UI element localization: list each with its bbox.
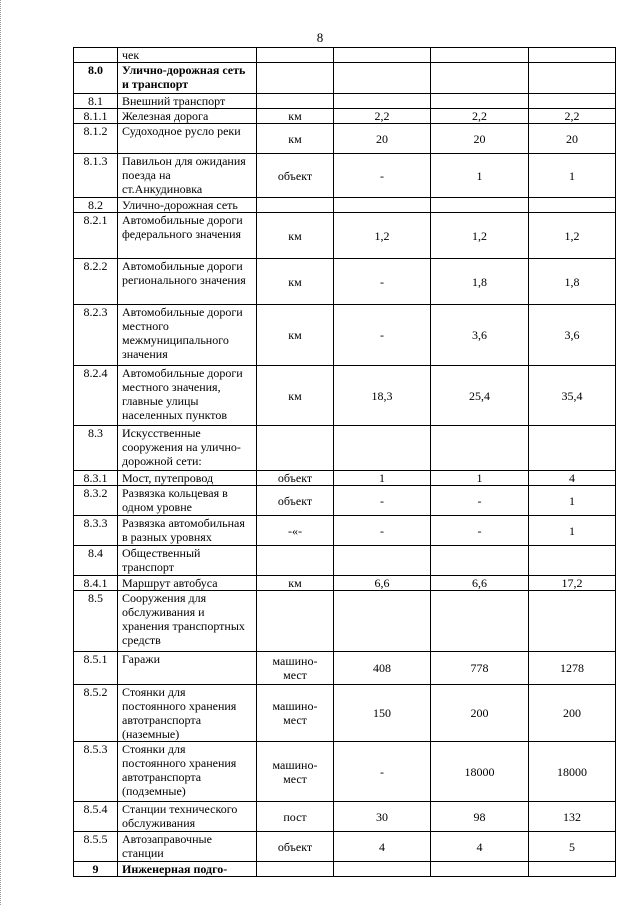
value-first-stage-cell (431, 94, 529, 109)
value-estimated-cell: 4 (529, 471, 616, 486)
value-first-stage-cell: 6,6 (431, 576, 529, 591)
table-row (74, 591, 616, 652)
table-row (74, 685, 616, 742)
value-first-stage-cell: 200 (431, 685, 529, 742)
table-row (74, 516, 616, 546)
value-estimated-cell (529, 94, 616, 109)
unit-cell: км (257, 109, 334, 124)
unit-cell: км (257, 213, 334, 259)
indicators-table (73, 47, 616, 877)
unit-cell (257, 63, 334, 94)
row-number-cell: 8.5.2 (74, 685, 118, 742)
value-existing-cell (334, 591, 431, 652)
value-existing-cell: 6,6 (334, 576, 431, 591)
value-first-stage-cell: 20 (431, 124, 529, 154)
unit-cell (257, 94, 334, 109)
value-existing-cell (334, 48, 431, 63)
table-row (74, 305, 616, 366)
indicator-name-cell: Автозаправочные станции (118, 832, 257, 862)
unit-cell (257, 426, 334, 471)
table-row (74, 471, 616, 486)
unit-cell (257, 591, 334, 652)
table-row (74, 426, 616, 471)
table-row (74, 742, 616, 802)
row-number-cell: 8.2.2 (74, 259, 118, 305)
table-row (74, 832, 616, 862)
value-estimated-cell: 3,6 (529, 305, 616, 366)
table-row (74, 546, 616, 576)
unit-cell (257, 546, 334, 576)
table-row (74, 213, 616, 259)
value-first-stage-cell (431, 426, 529, 471)
value-estimated-cell: 2,2 (529, 109, 616, 124)
table-row (74, 198, 616, 213)
value-first-stage-cell (431, 198, 529, 213)
indicator-name-cell: Развязка автомобильная в разных уровнях (118, 516, 257, 546)
value-first-stage-cell: 25,4 (431, 366, 529, 426)
value-existing-cell: 1,2 (334, 213, 431, 259)
value-first-stage-cell: 4 (431, 832, 529, 862)
value-first-stage-cell (431, 862, 529, 877)
table-row (74, 154, 616, 198)
indicator-name-cell: Внешний транспорт (118, 94, 257, 109)
indicator-name-cell: Улично-дорожная сеть и транспорт (118, 63, 257, 94)
value-estimated-cell: 5 (529, 832, 616, 862)
row-number-cell: 8.3.3 (74, 516, 118, 546)
value-estimated-cell (529, 426, 616, 471)
indicator-name-cell: Развязка кольцевая в одном уровне (118, 486, 257, 516)
row-number-cell: 8.3 (74, 426, 118, 471)
row-number-cell: 8.5 (74, 591, 118, 652)
table-row (74, 124, 616, 154)
indicator-name-cell: Станции технического обслуживания (118, 802, 257, 832)
unit-cell (257, 198, 334, 213)
value-existing-cell (334, 426, 431, 471)
value-existing-cell: - (334, 259, 431, 305)
value-first-stage-cell: 2,2 (431, 109, 529, 124)
row-number-cell: 8.2.4 (74, 366, 118, 426)
table-row (74, 94, 616, 109)
value-existing-cell (334, 862, 431, 877)
value-existing-cell: - (334, 305, 431, 366)
indicator-name-cell: чек (118, 48, 257, 63)
value-existing-cell (334, 546, 431, 576)
value-estimated-cell: 1 (529, 154, 616, 198)
value-existing-cell (334, 63, 431, 94)
row-number-cell: 8.5.1 (74, 652, 118, 685)
unit-cell: км (257, 259, 334, 305)
value-existing-cell: - (334, 742, 431, 802)
value-estimated-cell (529, 546, 616, 576)
row-number-cell (74, 48, 118, 63)
indicator-name-cell: Гаражи (118, 652, 257, 685)
unit-cell (257, 48, 334, 63)
value-first-stage-cell: 1,8 (431, 259, 529, 305)
value-estimated-cell (529, 198, 616, 213)
value-existing-cell: - (334, 516, 431, 546)
value-existing-cell: 2,2 (334, 109, 431, 124)
value-existing-cell: 20 (334, 124, 431, 154)
row-number-cell: 8.2 (74, 198, 118, 213)
row-number-cell: 8.1 (74, 94, 118, 109)
value-first-stage-cell: 1 (431, 154, 529, 198)
unit-cell: пост (257, 802, 334, 832)
indicator-name-cell: Сооружения для обслуживания и хранения транспортных средств (118, 591, 257, 652)
value-existing-cell: 4 (334, 832, 431, 862)
row-number-cell: 9 (74, 862, 118, 877)
value-estimated-cell: 1,8 (529, 259, 616, 305)
value-first-stage-cell: 1 (431, 471, 529, 486)
indicator-name-cell: Искусственные сооружения на улично-дорожной сети: (118, 426, 257, 471)
value-existing-cell: - (334, 486, 431, 516)
value-first-stage-cell (431, 63, 529, 94)
row-number-cell: 8.1.1 (74, 109, 118, 124)
row-number-cell: 8.4 (74, 546, 118, 576)
indicator-name-cell: Стоянки для постоянного хранения автотранспорта (подземные) (118, 742, 257, 802)
indicator-name-cell: Мост, путепровод (118, 471, 257, 486)
value-existing-cell (334, 94, 431, 109)
value-estimated-cell (529, 862, 616, 877)
value-first-stage-cell: - (431, 486, 529, 516)
page-number: 8 (316, 30, 324, 45)
value-existing-cell: - (334, 154, 431, 198)
value-first-stage-cell: 3,6 (431, 305, 529, 366)
row-number-cell: 8.5.5 (74, 832, 118, 862)
value-estimated-cell: 35,4 (529, 366, 616, 426)
value-first-stage-cell: - (431, 516, 529, 546)
table-row (74, 109, 616, 124)
unit-cell: км (257, 305, 334, 366)
indicators-table-body (74, 48, 616, 877)
row-number-cell: 8.3.1 (74, 471, 118, 486)
table-row (74, 652, 616, 685)
value-estimated-cell: 20 (529, 124, 616, 154)
value-first-stage-cell: 778 (431, 652, 529, 685)
row-number-cell: 8.5.3 (74, 742, 118, 802)
value-estimated-cell: 1,2 (529, 213, 616, 259)
unit-cell: км (257, 366, 334, 426)
value-estimated-cell (529, 63, 616, 94)
value-estimated-cell: 132 (529, 802, 616, 832)
value-existing-cell: 1 (334, 471, 431, 486)
table-row (74, 802, 616, 832)
table-row (74, 259, 616, 305)
indicator-name-cell: Стоянки для постоянного хранения автотранспорта (наземные) (118, 685, 257, 742)
value-first-stage-cell: 98 (431, 802, 529, 832)
indicator-name-cell: Павильон для ожидания поезда на ст.Анкудиновка (118, 154, 257, 198)
table-row (74, 63, 616, 94)
value-existing-cell (334, 198, 431, 213)
unit-cell: -«- (257, 516, 334, 546)
row-number-cell: 8.2.3 (74, 305, 118, 366)
indicator-name-cell: Железная дорога (118, 109, 257, 124)
unit-cell: объект (257, 154, 334, 198)
table-row (74, 366, 616, 426)
value-first-stage-cell (431, 48, 529, 63)
indicator-name-cell: Автомобильные дороги федерального значения (118, 213, 257, 259)
indicator-name-cell: Инженерная подго- (118, 862, 257, 877)
value-estimated-cell (529, 591, 616, 652)
value-estimated-cell: 1 (529, 516, 616, 546)
row-number-cell: 8.4.1 (74, 576, 118, 591)
indicator-name-cell: Судоходное русло реки (118, 124, 257, 154)
table-row (74, 48, 616, 63)
row-number-cell: 8.1.3 (74, 154, 118, 198)
indicator-name-cell: Автомобильные дороги регионального значения (118, 259, 257, 305)
page-binding-edge (0, 0, 4, 905)
unit-cell: км (257, 576, 334, 591)
indicator-name-cell: Улично-дорожная сеть (118, 198, 257, 213)
value-existing-cell: 30 (334, 802, 431, 832)
value-first-stage-cell (431, 546, 529, 576)
unit-cell: машино-мест (257, 685, 334, 742)
unit-cell: объект (257, 486, 334, 516)
unit-cell: объект (257, 471, 334, 486)
value-existing-cell: 408 (334, 652, 431, 685)
value-estimated-cell: 1278 (529, 652, 616, 685)
value-estimated-cell: 1 (529, 486, 616, 516)
value-first-stage-cell (431, 591, 529, 652)
row-number-cell: 8.3.2 (74, 486, 118, 516)
value-estimated-cell (529, 48, 616, 63)
value-estimated-cell: 200 (529, 685, 616, 742)
unit-cell (257, 862, 334, 877)
row-number-cell: 8.5.4 (74, 802, 118, 832)
indicator-name-cell: Маршрут автобуса (118, 576, 257, 591)
value-estimated-cell: 18000 (529, 742, 616, 802)
table-row (74, 862, 616, 877)
value-existing-cell: 150 (334, 685, 431, 742)
value-first-stage-cell: 18000 (431, 742, 529, 802)
indicator-name-cell: Общественный транспорт (118, 546, 257, 576)
table-row (74, 486, 616, 516)
value-existing-cell: 18,3 (334, 366, 431, 426)
table-row (74, 576, 616, 591)
row-number-cell: 8.0 (74, 63, 118, 94)
indicator-name-cell: Автомобильные дороги местного значения, главные улицы населенных пунктов (118, 366, 257, 426)
unit-cell: км (257, 124, 334, 154)
value-estimated-cell: 17,2 (529, 576, 616, 591)
row-number-cell: 8.2.1 (74, 213, 118, 259)
row-number-cell: 8.1.2 (74, 124, 118, 154)
indicator-name-cell: Автомобильные дороги местного межмуниципального значения (118, 305, 257, 366)
value-first-stage-cell: 1,2 (431, 213, 529, 259)
unit-cell: объект (257, 832, 334, 862)
unit-cell: машино-мест (257, 652, 334, 685)
unit-cell: машино-мест (257, 742, 334, 802)
